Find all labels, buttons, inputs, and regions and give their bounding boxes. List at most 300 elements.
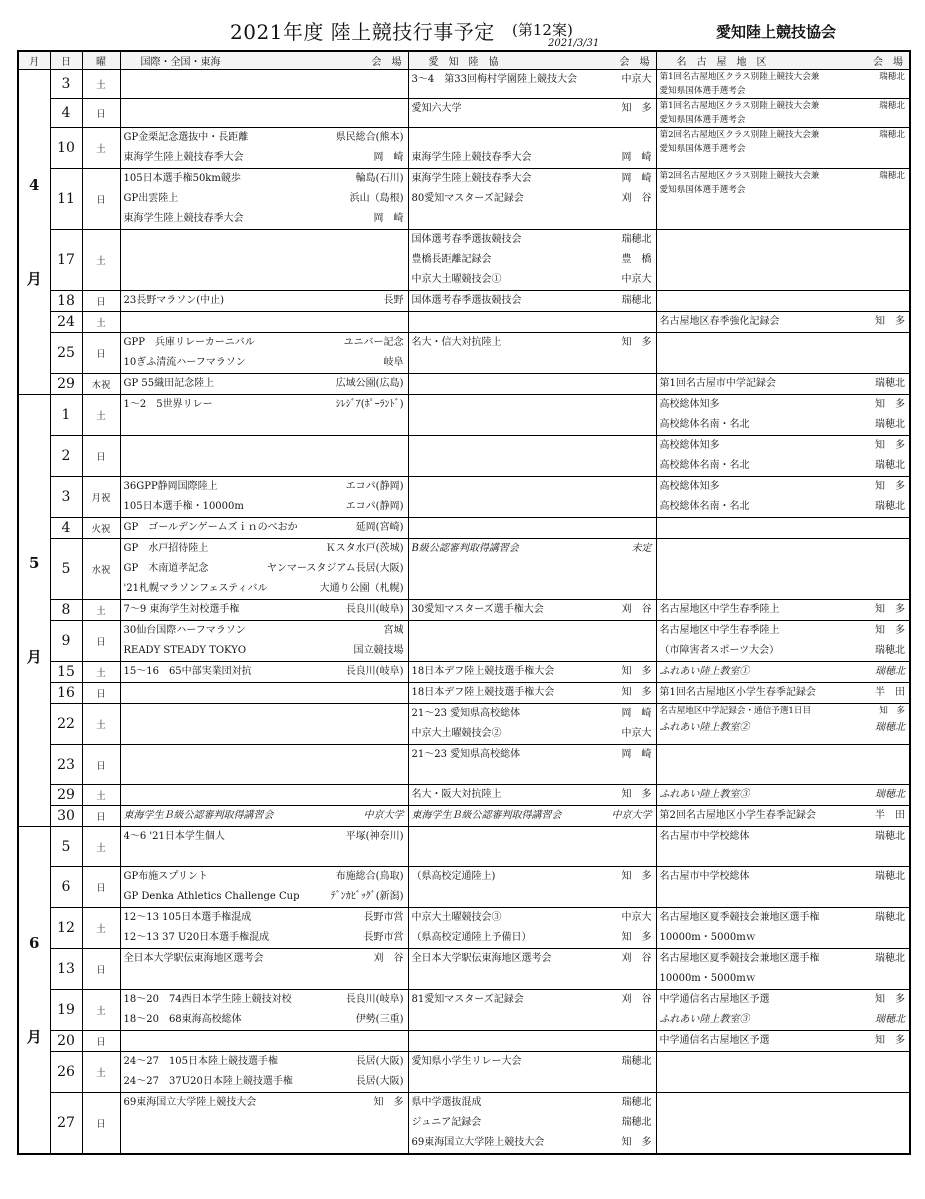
event-venue: 知 多: [621, 932, 652, 943]
national-cell: [120, 621, 408, 662]
event-venue: 広域公園(広島): [335, 378, 404, 389]
event-venue: 知 多: [875, 625, 905, 636]
event-name: 高校総体名南・名北: [659, 501, 750, 512]
schedule-row: [18, 128, 910, 169]
event-line: [409, 148, 656, 168]
event-name: 名古屋地区中学記録会・通信予選1日目: [659, 706, 812, 716]
national-cell: [120, 539, 408, 600]
event-venue: 長良川(岐阜): [345, 994, 404, 1005]
event-line: [657, 641, 910, 661]
event-name: 愛知県国体選手選考会: [659, 86, 746, 96]
event-name: ジュニア記録会: [411, 1117, 482, 1128]
schedule-row: [18, 312, 910, 333]
event-venue: 岡 崎: [621, 708, 652, 719]
event-name: 愛知県小学生リレー大会: [411, 1056, 522, 1067]
event-line: [657, 128, 910, 142]
event-venue: 岡 崎: [373, 213, 404, 224]
event-line: [121, 579, 408, 599]
event-venue: 瑞穂北: [875, 789, 905, 800]
nagoya-cell: [656, 827, 910, 867]
event-line: [121, 477, 408, 497]
event-name: 80愛知マスターズ記録会: [411, 193, 524, 204]
event-venue: 瑞穂北: [621, 234, 652, 245]
event-venue: [901, 113, 905, 127]
event-name: 30愛知マスターズ選手権大会: [411, 604, 544, 615]
schedule-row: [18, 230, 910, 291]
event-venue: 知 多: [875, 1035, 905, 1046]
event-venue: 知 多: [621, 1137, 652, 1148]
event-line: [409, 745, 656, 765]
event-venue: 瑞穂北: [875, 501, 905, 512]
schedule-row: [18, 333, 910, 374]
event-name: 105日本選手権50km競歩: [123, 173, 241, 184]
event-name: 30仙台国際ハーフマラソン: [123, 625, 246, 636]
event-venue: 岡 崎: [621, 173, 652, 184]
event-venue: 刈 谷: [621, 953, 652, 964]
national-cell: [120, 600, 408, 621]
aichi-cell: [408, 312, 656, 333]
aichi-cell: [408, 374, 656, 395]
weekday-cell: 土: [82, 662, 120, 683]
event-name: ふれあい陸上教室③: [659, 1014, 750, 1025]
day-cell: 30: [50, 806, 82, 827]
event-line: [409, 928, 656, 948]
event-name: 高校総体知多: [659, 399, 720, 410]
nagoya-cell: [656, 745, 910, 785]
schedule-row: [18, 518, 910, 539]
event-line: [121, 887, 408, 907]
event-venue: 瑞穂北: [875, 953, 905, 964]
event-line: [657, 662, 910, 682]
event-line: [409, 128, 656, 148]
event-name: 第1回名古屋市中学記録会: [659, 378, 776, 389]
month-cell: [18, 70, 50, 395]
aichi-cell: [408, 662, 656, 683]
event-name: 名古屋地区中学生春季陸上: [659, 625, 780, 636]
event-line: [409, 990, 656, 1010]
event-venue: 浜山（島根): [349, 193, 404, 204]
event-name: 第1回名古屋地区クラス別陸上競技大会兼: [659, 72, 820, 82]
national-cell: [120, 1031, 408, 1052]
schedule-row: [18, 436, 910, 477]
day-cell: 9: [50, 621, 82, 662]
event-venue: 知 多: [621, 337, 652, 348]
event-name: 18日本デフ陸上競技選手権大会: [411, 687, 555, 698]
event-name: 東海学生陸上競技春季大会: [411, 152, 532, 163]
event-name: 県中学選抜混成: [411, 1097, 482, 1108]
nagoya-cell: [656, 374, 910, 395]
event-venue: 伊勢(三重): [355, 1014, 404, 1025]
month-label: 月: [26, 1027, 42, 1046]
national-header: [120, 51, 408, 70]
event-venue: 知 多: [373, 1097, 404, 1108]
event-venue: 長良川(岐阜): [345, 604, 404, 615]
event-venue: [901, 142, 905, 156]
event-line: [121, 1052, 408, 1072]
weekday-cell: 日: [82, 683, 120, 704]
weekday-cell: 木祝: [82, 374, 120, 395]
day-cell: 5: [50, 539, 82, 600]
event-line: [409, 806, 656, 826]
event-line: [657, 908, 910, 928]
event-name: ふれあい陸上教室③: [659, 789, 750, 800]
event-line: [657, 827, 910, 847]
event-line: [121, 1093, 408, 1113]
event-venue: 瑞穂北: [879, 171, 905, 181]
event-venue: 瑞穂北: [875, 871, 905, 882]
schedule-row: [18, 1052, 910, 1093]
day-cell: 29: [50, 785, 82, 806]
event-line: [409, 704, 656, 724]
event-name: B級公認審判取得講習会: [411, 543, 519, 554]
event-name: 10ぎふ清流ハーフマラソン: [123, 357, 246, 368]
aichi-cell: [408, 785, 656, 806]
organization-name: 愛知陸上競技協会: [716, 23, 837, 41]
day-cell: 24: [50, 312, 82, 333]
event-name: 愛知県国体選手選考会: [659, 185, 746, 195]
schedule-row: [18, 374, 910, 395]
event-name: 全日本大学駅伝東海地区選考会: [123, 953, 264, 964]
event-name: 東海学生Ｂ級公認審判取得講習会: [123, 810, 274, 821]
event-line: [657, 867, 910, 887]
schedule-row: [18, 621, 910, 662]
event-name: 国体選考春季選抜競技会: [411, 295, 522, 306]
national-cell: [120, 518, 408, 539]
event-venue: [901, 183, 905, 197]
weekday-cell: 日: [82, 1093, 120, 1155]
aichi-cell: [408, 169, 656, 230]
event-name: 69東海国立大学陸上競技大会: [123, 1097, 257, 1108]
event-line: [657, 1031, 910, 1051]
draft-label: (第12案): [512, 21, 573, 39]
event-venue: 瑞穂北: [879, 101, 905, 111]
event-name: 東海学生Ｂ級公認審判取得講習会: [411, 810, 562, 821]
weekday-cell: 土: [82, 704, 120, 745]
event-name: GP出雲陸上: [123, 193, 179, 204]
event-venue: 長野市営: [363, 932, 404, 943]
event-line: [409, 1133, 656, 1153]
national-cell: [120, 867, 408, 908]
event-line: [121, 908, 408, 928]
event-line: [657, 949, 910, 969]
event-line: [121, 559, 408, 579]
nagoya-cell: [656, 128, 910, 169]
event-name: GP 55織田記念陸上: [123, 378, 215, 389]
schedule-row: [18, 867, 910, 908]
event-name: 36GPP静岡国際陸上: [123, 481, 218, 492]
event-venue: 刈 谷: [621, 193, 652, 204]
page-title: 2021年度 陸上競技行事予定: [230, 20, 495, 44]
aichi-cell: [408, 230, 656, 291]
national-cell: [120, 291, 408, 312]
event-name: 18～20 74西日本学生陸上競技対校: [123, 994, 292, 1005]
event-venue: 瑞穂北: [621, 1097, 652, 1108]
event-venue: 中京大: [621, 274, 652, 285]
day-cell: 4: [50, 518, 82, 539]
aichi-cell: [408, 990, 656, 1031]
schedule-row: [18, 395, 910, 436]
event-venue: ヤンマースタジアム長居(大阪): [266, 563, 404, 574]
weekday-cell: 日: [82, 436, 120, 477]
event-name: 第2回名古屋地区小学生春季記録会: [659, 810, 816, 821]
event-line: [657, 704, 910, 718]
event-line: [409, 250, 656, 270]
event-venue: 瑞穂北: [875, 378, 905, 389]
event-name: 中京大土曜競技会①: [411, 274, 502, 285]
event-name: （県高校定通陸上予備日）: [411, 932, 532, 943]
schedule-row: [18, 291, 910, 312]
event-venue: 長良川(岐阜): [345, 666, 404, 677]
event-line: [121, 621, 408, 641]
event-venue: 刈 谷: [373, 953, 404, 964]
event-line: [409, 600, 656, 620]
event-venue: 瑞穂北: [875, 645, 905, 656]
event-line: [657, 806, 910, 826]
nagoya-cell: [656, 169, 910, 230]
event-line: [121, 539, 408, 559]
event-venue: 国立競技場: [353, 645, 404, 656]
event-venue: 瑞穂北: [621, 1056, 652, 1067]
event-name: 15～16 65中部実業団対抗: [123, 666, 252, 677]
nagoya-cell: [656, 785, 910, 806]
aichi-cell: [408, 1052, 656, 1093]
event-name: 愛知県国体選手選考会: [659, 115, 746, 125]
event-venue: 中京大学: [363, 810, 404, 821]
event-venue: [901, 969, 905, 989]
event-line: [657, 395, 910, 415]
event-line: [409, 1113, 656, 1133]
event-name: GPP 兵庫リレーカーニバル: [123, 337, 255, 348]
day-cell: 13: [50, 949, 82, 990]
event-line: [121, 333, 408, 353]
event-line: [121, 518, 408, 538]
month-number: 5: [29, 554, 40, 572]
nagoya-cell: [656, 1031, 910, 1052]
event-name: 第1回名古屋地区小学生春季記録会: [659, 687, 816, 698]
month-number: 4: [29, 175, 40, 194]
national-cell: [120, 395, 408, 436]
schedule-row: [18, 539, 910, 600]
event-venue: 瑞穂北: [875, 666, 905, 677]
weekday-cell: 土: [82, 70, 120, 99]
aichi-cell: [408, 70, 656, 99]
aichi-title: 愛 知 陸 協: [428, 57, 499, 68]
event-line: [409, 724, 656, 744]
venue-title: 会 場: [619, 57, 650, 68]
day-cell: 27: [50, 1093, 82, 1155]
event-name: 高校総体知多: [659, 481, 720, 492]
national-title: 国際・全国・東海: [140, 57, 221, 68]
event-venue: 知 多: [875, 604, 905, 615]
schedule-row: [18, 704, 910, 745]
event-line: [657, 70, 910, 84]
event-line: [409, 99, 656, 119]
weekday-cell: 日: [82, 621, 120, 662]
nagoya-cell: [656, 312, 910, 333]
event-name: 3～4 第33回梅村学園陸上競技大会: [411, 74, 577, 85]
weekday-cell: 土: [82, 990, 120, 1031]
aichi-cell: [408, 806, 656, 827]
schedule-row: [18, 949, 910, 990]
event-line: [409, 1052, 656, 1072]
event-venue: 宮城: [383, 625, 404, 636]
nagoya-cell: [656, 600, 910, 621]
event-name: 18日本デフ陸上競技選手権大会: [411, 666, 555, 677]
event-name: GP布施スプリント: [123, 871, 208, 882]
event-name: 10000m・5000mｗ: [659, 973, 756, 984]
event-line: [657, 928, 910, 948]
event-line: [409, 785, 656, 805]
event-line: [121, 949, 408, 969]
event-name: GP 木南道孝記念: [123, 563, 209, 574]
nagoya-cell: [656, 477, 910, 518]
national-cell: [120, 1093, 408, 1155]
weekday-cell: 日: [82, 291, 120, 312]
event-name: 豊橋長距離記録会: [411, 254, 492, 265]
event-venue: 輪島(石川): [355, 173, 404, 184]
day-cell: 2: [50, 436, 82, 477]
nagoya-cell: [656, 518, 910, 539]
schedule-row: [18, 683, 910, 704]
event-line: [409, 949, 656, 969]
weekday-cell: 水祝: [82, 539, 120, 600]
event-venue: 知 多: [621, 687, 652, 698]
event-line: [121, 128, 408, 148]
weekday-cell: 月祝: [82, 477, 120, 518]
national-cell: [120, 990, 408, 1031]
event-name: 23長野マラソン(中止): [123, 295, 225, 306]
weekday-cell: 土: [82, 230, 120, 291]
day-cell: 26: [50, 1052, 82, 1093]
event-venue: 刈 谷: [621, 994, 652, 1005]
event-line: [409, 539, 656, 559]
day-cell: 29: [50, 374, 82, 395]
schedule-row: [18, 99, 910, 128]
event-line: [121, 928, 408, 948]
event-line: [121, 169, 408, 189]
event-name: 国体選考春季選抜競技会: [411, 234, 522, 245]
day-cell: 19: [50, 990, 82, 1031]
event-venue: 瑞穂北: [879, 130, 905, 140]
venue-title: 会 場: [873, 57, 903, 68]
schedule-row: [18, 990, 910, 1031]
event-line: [121, 1072, 408, 1092]
event-line: [409, 189, 656, 209]
event-line: [121, 641, 408, 661]
aichi-header: [408, 51, 656, 70]
day-cell: 15: [50, 662, 82, 683]
schedule-row: [18, 745, 910, 785]
event-venue: 中京大: [621, 912, 652, 923]
event-line: [121, 353, 408, 373]
event-name: 名大・阪大対抗陸上: [411, 789, 502, 800]
event-name: 7～9 東海学生対校選手権: [123, 604, 240, 615]
day-cell: 23: [50, 745, 82, 785]
event-line: [121, 600, 408, 620]
event-name: '21札幌マラソンフェスティバル: [123, 583, 268, 594]
event-name: 69東海国立大学陸上競技大会: [411, 1137, 545, 1148]
event-venue: 半 田: [875, 687, 905, 698]
event-venue: 瑞穂北: [875, 722, 905, 733]
weekday-cell: 土: [82, 785, 120, 806]
event-venue: 半 田: [875, 810, 905, 821]
event-venue: 延岡(宮崎): [355, 522, 404, 533]
nagoya-cell: [656, 230, 910, 291]
event-venue: 知 多: [879, 706, 905, 716]
event-name: 名古屋地区夏季競技会兼地区選手権: [659, 912, 820, 923]
event-venue: 知 多: [621, 666, 652, 677]
event-venue: 中京大学: [611, 810, 652, 821]
aichi-cell: [408, 745, 656, 785]
day-cell: 1: [50, 395, 82, 436]
event-line: [657, 600, 910, 620]
event-name: 105日本選手権・10000m: [123, 501, 244, 512]
event-line: [121, 395, 408, 415]
national-cell: [120, 70, 408, 99]
weekday-header: 曜: [82, 51, 120, 70]
aichi-cell: [408, 1093, 656, 1155]
event-venue: 知 多: [875, 316, 905, 327]
nagoya-cell: [656, 99, 910, 128]
national-cell: [120, 374, 408, 395]
nagoya-title: 名 古 屋 地 区: [676, 57, 767, 68]
event-name: GP ゴールデンゲームズｉｎのべおか: [123, 522, 298, 533]
nagoya-cell: [656, 395, 910, 436]
event-name: 24～27 37U20日本陸上競技選手権: [123, 1076, 293, 1087]
event-name: 中京大土曜競技会③: [411, 912, 502, 923]
event-name: ふれあい陸上教室①: [659, 666, 750, 677]
weekday-cell: 土: [82, 908, 120, 949]
weekday-cell: 土: [82, 1052, 120, 1093]
aichi-cell: [408, 949, 656, 990]
event-line: [121, 827, 408, 847]
event-line: [121, 374, 408, 394]
event-name: 愛知六大学: [411, 103, 462, 114]
schedule-row: [18, 806, 910, 827]
event-venue: エコパ(静岡): [345, 501, 404, 512]
event-name: 81愛知マスターズ記録会: [411, 994, 524, 1005]
event-venue: 瑞穂北: [879, 72, 905, 82]
event-name: 第1回名古屋地区クラス別陸上競技大会兼: [659, 101, 820, 111]
month-label: 月: [26, 648, 42, 666]
national-cell: [120, 662, 408, 683]
event-line: [409, 333, 656, 353]
nagoya-cell: [656, 1052, 910, 1093]
event-venue: 平塚(神奈川): [345, 831, 404, 842]
event-line: [657, 436, 910, 456]
event-name: 高校総体名南・名北: [659, 419, 750, 430]
event-venue: 長居(大阪): [355, 1076, 404, 1087]
weekday-cell: 日: [82, 333, 120, 374]
event-line: [121, 867, 408, 887]
weekday-cell: 土: [82, 128, 120, 169]
weekday-cell: 日: [82, 867, 120, 908]
event-name: ふれあい陸上教室②: [659, 722, 750, 733]
event-venue: [901, 84, 905, 98]
event-venue: 知 多: [875, 440, 905, 451]
event-venue: エコパ(静岡): [345, 481, 404, 492]
event-venue: ｼﾚｼﾞｱ(ﾎﾟｰﾗﾝﾄﾞ): [335, 399, 404, 410]
national-cell: [120, 806, 408, 827]
event-venue: 瑞穂北: [875, 831, 905, 842]
event-line: [657, 183, 910, 197]
event-name: （市障害者スポーツ大会）: [659, 645, 780, 656]
day-cell: 4: [50, 99, 82, 128]
event-venue: 中京大: [621, 728, 652, 739]
month-cell: [18, 827, 50, 1155]
weekday-cell: 日: [82, 745, 120, 785]
event-venue: 瑞穂北: [875, 419, 905, 430]
